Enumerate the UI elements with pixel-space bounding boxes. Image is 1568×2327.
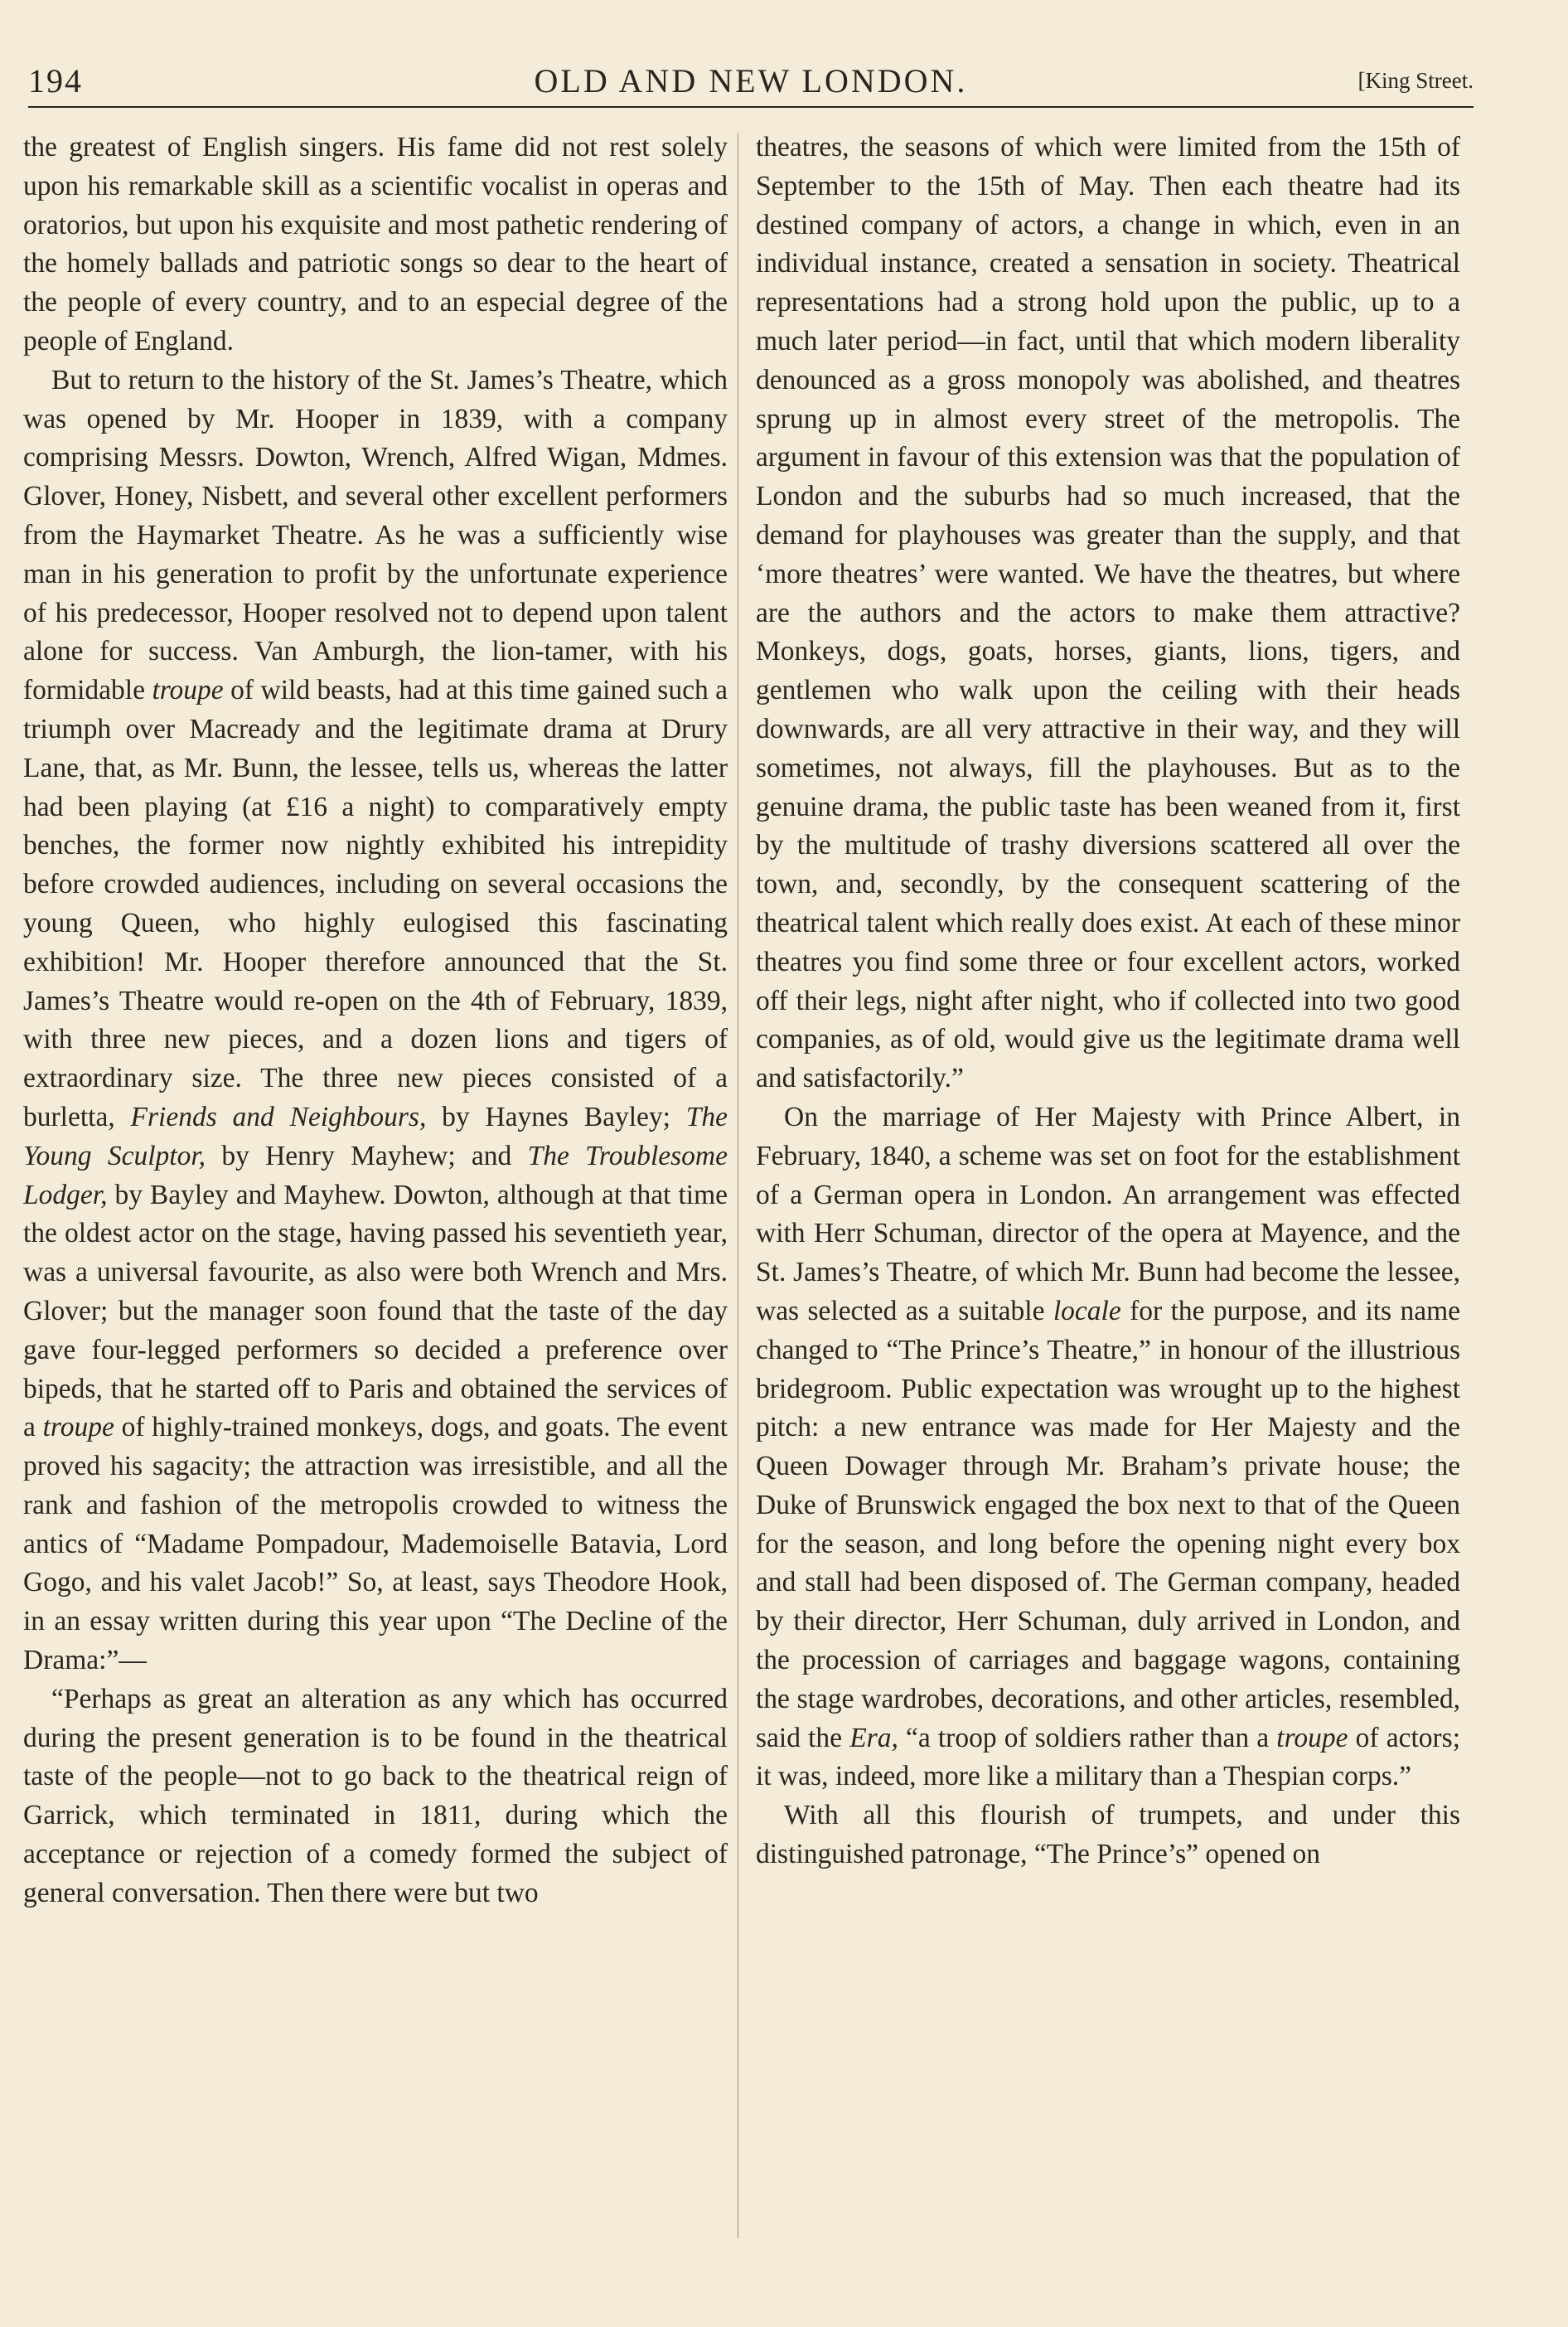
text-run: of highly-trained monkeys, dogs, and goats. The event proved his sagacity; the attraction was irresistible, and all the rank and fashion of the metropolis crowded to witness the antics of “Madame Pompadour, Mademoiselle Batavia, Lord Gogo, and his valet Jacob!” So, at least, says Theodore Hook, in an essay written during this year upon “The Decline of the Drama:”— <box>23 1412 728 1676</box>
paragraph <box>23 361 728 1680</box>
left-column <box>23 128 728 2251</box>
italic-term: locale <box>1053 1295 1121 1326</box>
text-run: But to return to the history of the St. James’s Theatre, which was opened by Mr. Hooper in 1839, with a company comprising Messrs. Dowton, Wrench, Alfred Wigan, Mdmes. Glover, Honey, Nisbett, and several other excellent performers from the Haymarket Theatre. As he was a sufficiently wise man in his generation to profit by the unfortunate experience of his predecessor, Hooper resolved not to depend upon talent alone for success. Van Amburgh, the lion-tamer, with his formidable <box>23 364 728 706</box>
italic-title: Era, <box>849 1722 898 1753</box>
text-run: On the marriage of Her Majesty with Prince Albert, in February, 1840, a scheme was set on foot for the establishment of a German opera in London. An arrangement was effected with Herr Schuman, director of the opera at Mayence, and the St. James’s Theatre, of which Mr. Bunn had become the lessee, was selected as a suitable <box>756 1101 1460 1326</box>
text-run: by Haynes Bayley; <box>442 1101 670 1132</box>
italic-title: The Troublesome Lodger, <box>23 1140 728 1210</box>
running-header <box>28 56 1474 108</box>
paragraph <box>756 1098 1460 1796</box>
paragraph: the greatest of English singers. His fame did not rest solely upon his remarkable skill as a scientific vocalist in operas and oratorios, but upon his exquisite and most pathetic rendering of the homely ballads and patriotic songs so dear to the heart of the people of every country, and to an especial degree of the people of England. <box>23 132 728 356</box>
text-run: for the purpose, and its name changed to “The Prince’s Theatre,” in honour of the illustrious bridegroom. Public expectation was wrought up to the highest pitch: a new entrance was made for Her Majesty and the Queen Dowager through Mr. Braham’s private house; the Duke of Brunswick engaged the box next to that of the Queen for the season, and long before the opening night every box and stall had been disposed of. The German company, headed by their director, Herr Schuman, duly arrived in London, and the procession of carriages and baggage wagons, containing the stage wardrobes, decorations, and other articles, resembled, said the <box>756 1295 1460 1753</box>
text-run: of actors; it was, indeed, more like a military than a Thespian corps.” <box>756 1722 1460 1792</box>
section-label: [King Street. <box>1357 68 1474 93</box>
paragraph: With all this flourish of trumpets, and under this distinguished patronage, “The Prince’s” opened on <box>756 1800 1460 1870</box>
right-column <box>756 128 1460 2251</box>
italic-term: troupe <box>1276 1722 1348 1753</box>
text-run: “a troop of soldiers rather than a <box>905 1722 1270 1753</box>
text-run: of wild beasts, had at this time gained such a triumph over Macready and the legitimate drama at Drury Lane, that, as Mr. Bunn, the lessee, tells us, whereas the latter had been playing (at £16 a night) to comparatively empty benches, the former now nightly exhibited his intrepidity before crowded audiences, including on several occasions the young Queen, who highly eulogised this fascinating exhibition! Mr. Hooper therefore announced that the St. James’s Theatre would re-open on the 4th of February, 1839, with three new pieces, and a dozen lions and tigers of extraordinary size. The three new pieces consisted of a burletta, <box>23 675 728 1132</box>
paragraph: “Perhaps as great an alteration as any which has occurred during the present generation is to be found in the theatrical taste of the people—not to go back to the theatrical reign of Garrick, which terminated in 1811, during which the acceptance or rejection of a comedy formed the subject of general conversation. Then there were but two <box>23 1683 728 1908</box>
page-title: OLD AND NEW LONDON. <box>534 62 968 99</box>
text-run: by Bayley and Mayhew. Dowton, although at that time the oldest actor on the stage, having passed his seventieth year, was a universal favourite, as also were both Wrench and Mrs. Glover; but the manager soon found that the taste of the day gave four-legged performers so decided a preference over bipeds, that he started off to Paris and obtained the services of a <box>23 1179 728 1443</box>
page-number: 194 <box>28 62 83 99</box>
italic-term: troupe <box>152 675 224 706</box>
italic-title: Friends and Neighbours, <box>130 1101 427 1132</box>
italic-title: The Young Sculptor, <box>23 1101 728 1171</box>
text-run: by Henry Mayhew; and <box>221 1140 512 1171</box>
italic-term: troupe <box>42 1412 114 1443</box>
paragraph: theatres, the seasons of which were limited from the 15th of September to the 15th of May. Then each theatre had its destined company of actors, a change in which, even in an individual instance, created a sensation in society. Theatrical representations had a strong hold upon the public, up to a much later period—in fact, until that which modern liberality denounced as a gross monopoly was abolished, and theatres sprung up in almost every street of the metropolis. The argument in favour of this extension was that the population of London and the suburbs had so much increased, that the demand for playhouses was greater than the supply, and that ‘more theatres’ were wanted. We have the theatres, but where are the authors and the actors to make them attractive? Monkeys, dogs, goats, horses, giants, lions, tigers, and gentlemen who walk upon the ceiling with their heads downwards, are all very attractive in their way, and they will sometimes, not always, fill the playhouses. But as to the genuine drama, the public taste has been weaned from it, first by the multitude of trashy diversions scattered all over the town, and, secondly, by the consequent scattering of the theatrical talent which really does exist. At each of these minor theatres you find some three or four excellent actors, worked off their legs, night after night, who if collected into two good companies, as of old, would give us the legitimate drama well and satisfactorily.” <box>756 132 1460 1094</box>
